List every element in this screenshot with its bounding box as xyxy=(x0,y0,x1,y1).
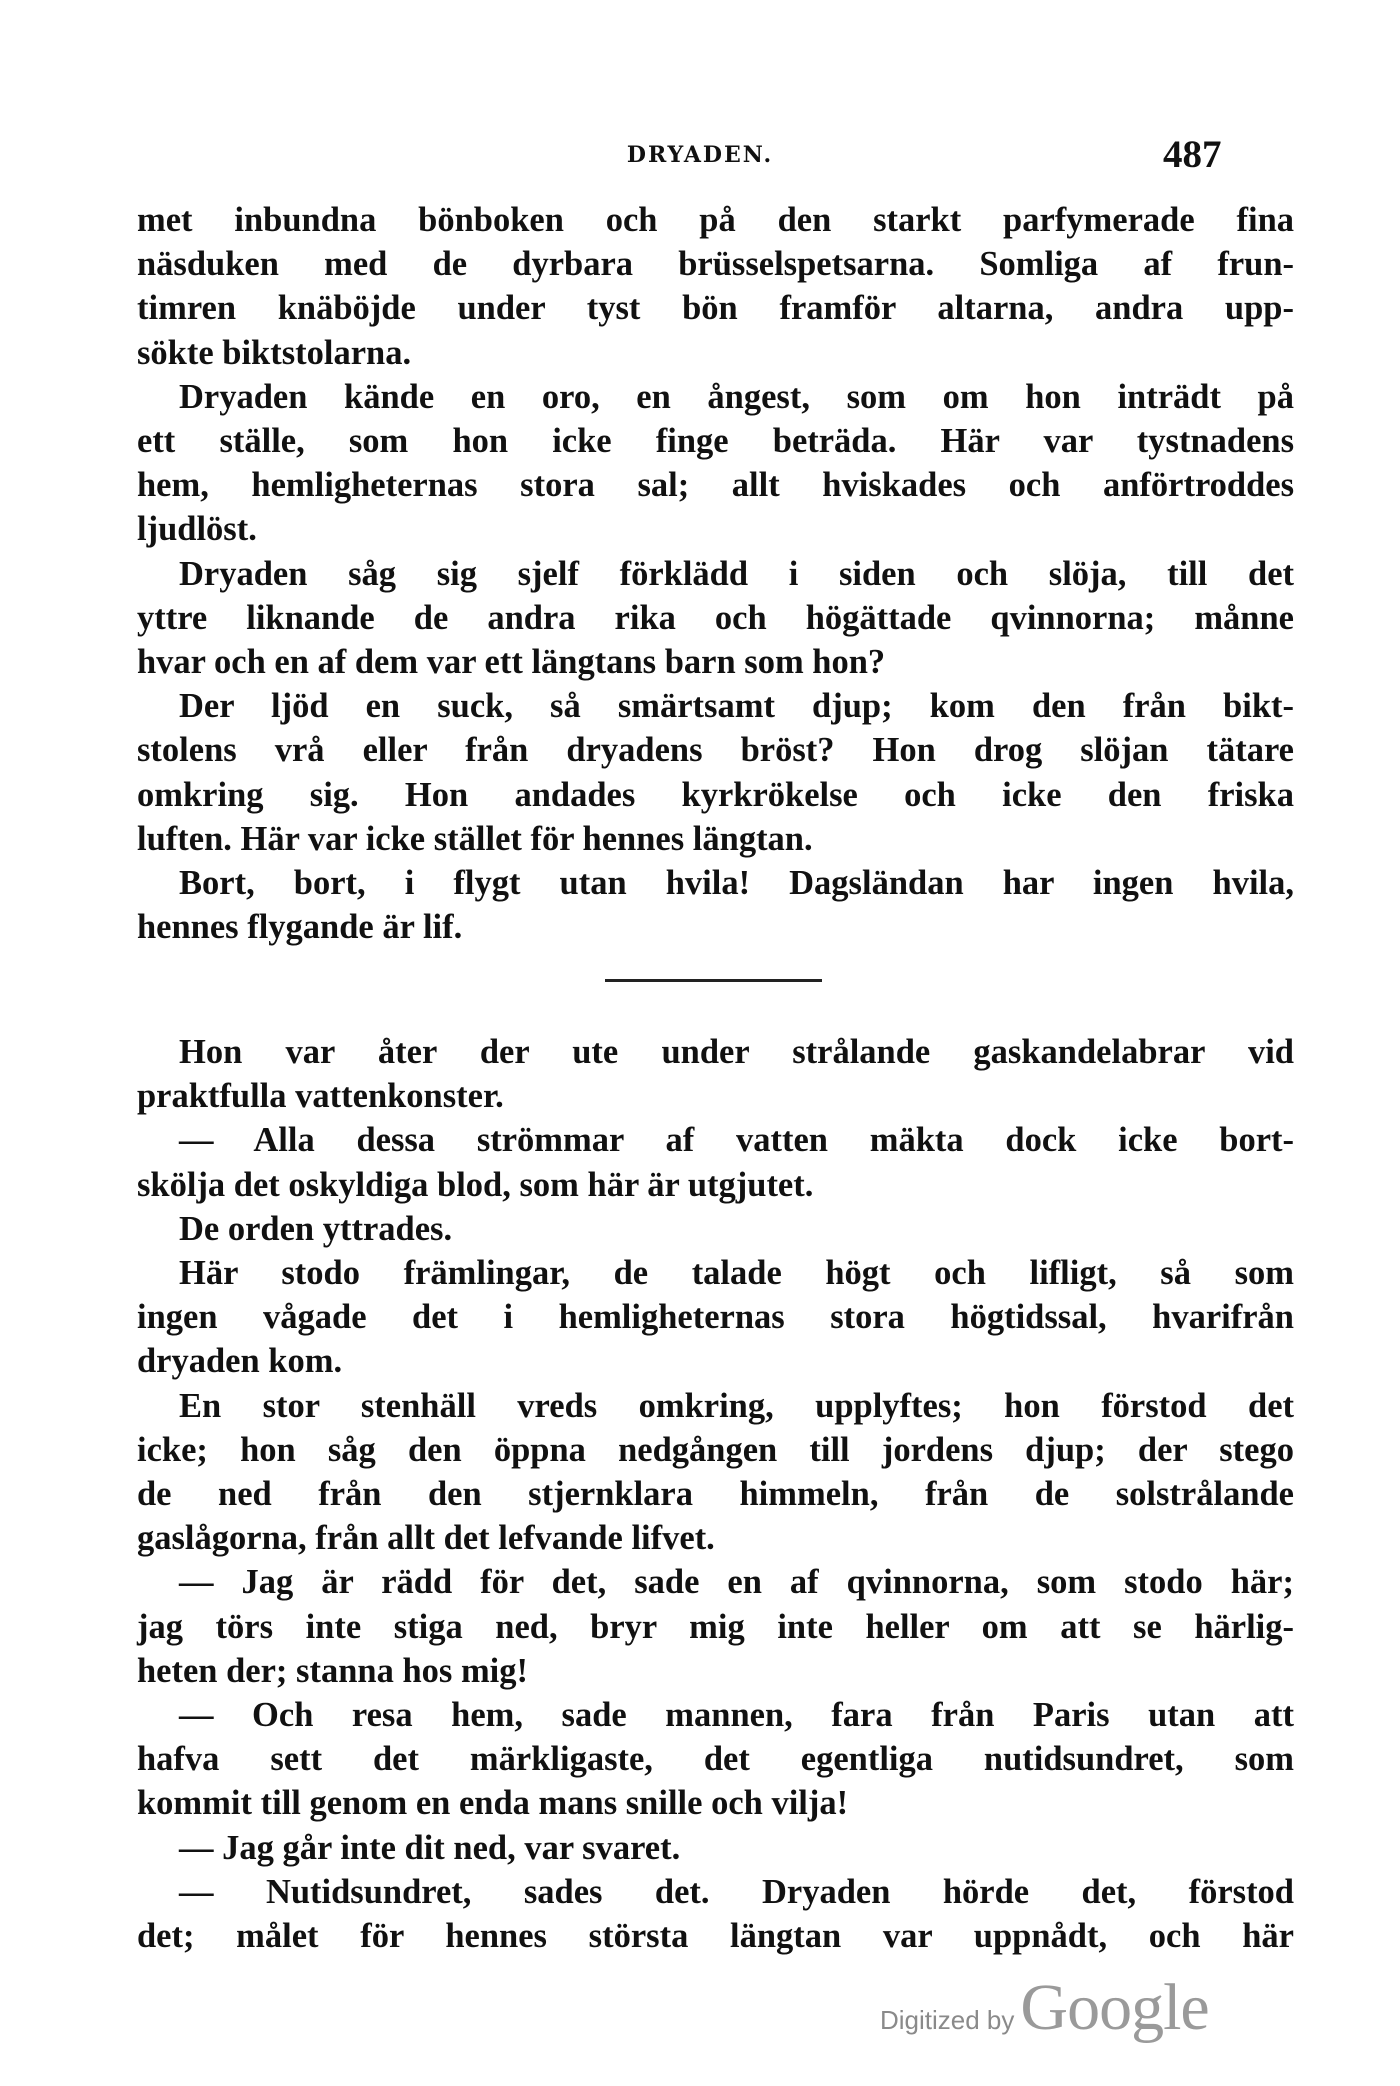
text-line: stolens vrå eller från dryadens bröst? Hon drog slöjan tätare xyxy=(137,731,1294,770)
text-line: — Jag går inte dit ned, var svaret. xyxy=(179,1828,681,1867)
text-line: de ned från den stjernklara himmeln, från de solstrålande xyxy=(137,1475,1294,1514)
text-line: praktfulla vattenkonster. xyxy=(137,1077,504,1116)
text-line: — Alla dessa strömmar af vatten mäkta dock icke bort- xyxy=(179,1121,1294,1160)
text-line: omkring sig. Hon andades kyrkrökelse och icke den friska xyxy=(137,775,1294,814)
text-line: heten der; stanna hos mig! xyxy=(137,1651,529,1690)
text-line: ingen vågade det i hemligheternas stora högtidssal, hvarifrån xyxy=(137,1298,1294,1337)
text-line: gaslågorna, från allt det lefvande lifvet. xyxy=(137,1519,715,1558)
text-line: ett ställe, som hon icke finge beträda. Här var tystnadens xyxy=(137,422,1294,461)
text-line: — Jag är rädd för det, sade en af qvinnorna, som stodo här; xyxy=(179,1563,1294,1602)
text-line: jag törs inte stiga ned, bryr mig inte heller om att se härlig- xyxy=(137,1607,1294,1646)
digitized-watermark xyxy=(880,1970,1209,2050)
text-line: Här stodo främlingar, de talade högt och lifligt, så som xyxy=(179,1254,1294,1293)
text-line: yttre liknande de andra rika och högättade qvinnorna; månne xyxy=(137,598,1294,637)
text-line: dryaden kom. xyxy=(137,1342,343,1381)
text-line: De orden yttrades. xyxy=(179,1209,453,1248)
text-line: Dryaden såg sig sjelf förklädd i siden och slöja, till det xyxy=(179,554,1294,593)
text-line: — Nutidsundret, sades det. Dryaden hörde det, förstod xyxy=(179,1872,1294,1911)
text-line: Dryaden kände en oro, en ångest, som om hon inträdt på xyxy=(179,377,1294,416)
text-line: En stor stenhäll vreds omkring, upplyftes; hon förstod det xyxy=(179,1386,1294,1425)
text-line: hennes flygande är lif. xyxy=(137,908,463,947)
google-logo: Google xyxy=(1020,1971,1209,2044)
text-line: Der ljöd en suck, så smärtsamt djup; kom den från bikt- xyxy=(179,687,1294,726)
text-line: skölja det oskyldiga blod, som här är utgjutet. xyxy=(137,1165,814,1204)
text-line: — Och resa hem, sade mannen, fara från Paris utan att xyxy=(179,1696,1294,1735)
text-line: kommit till genom en enda mans snille och vilja! xyxy=(137,1784,849,1823)
text-line: icke; hon såg den öppna nedgången till jordens djup; der stego xyxy=(137,1430,1294,1469)
text-line: hvar och en af dem var ett längtans barn som hon? xyxy=(137,643,886,682)
text-line: Bort, bort, i flygt utan hvila! Dagsländan har ingen hvila, xyxy=(179,864,1294,903)
text-line: timren knäböjde under tyst bön framför altarna, andra upp- xyxy=(137,289,1294,328)
section-divider xyxy=(605,979,822,982)
text-line: näsduken med de dyrbara brüsselspetsarna. Somliga af frun- xyxy=(137,245,1294,284)
text-line: Hon var åter der ute under strålande gaskandelabrar vid xyxy=(179,1033,1294,1071)
text-line: hafva sett det märkligaste, det egentliga nutidsundret, som xyxy=(137,1740,1294,1779)
page-number: 487 xyxy=(1163,133,1222,176)
running-title: DRYADEN. xyxy=(626,142,774,168)
text-line: ljudlöst. xyxy=(137,510,257,549)
digitized-label: Digitized by xyxy=(880,2005,1015,2035)
text-line: hem, hemligheternas stora sal; allt hviskades och anförtroddes xyxy=(137,466,1294,505)
text-block-1 xyxy=(137,198,1294,949)
text-line: sökte biktstolarna. xyxy=(137,333,412,372)
text-block-2 xyxy=(137,1030,1294,1958)
text-line: luften. Här var icke stället för hennes längtan. xyxy=(137,819,813,858)
text-line: met inbundna bönboken och på den starkt parfymerade fina xyxy=(137,201,1294,239)
text-line: det; målet för hennes största längtan var uppnådt, och här xyxy=(137,1917,1294,1956)
